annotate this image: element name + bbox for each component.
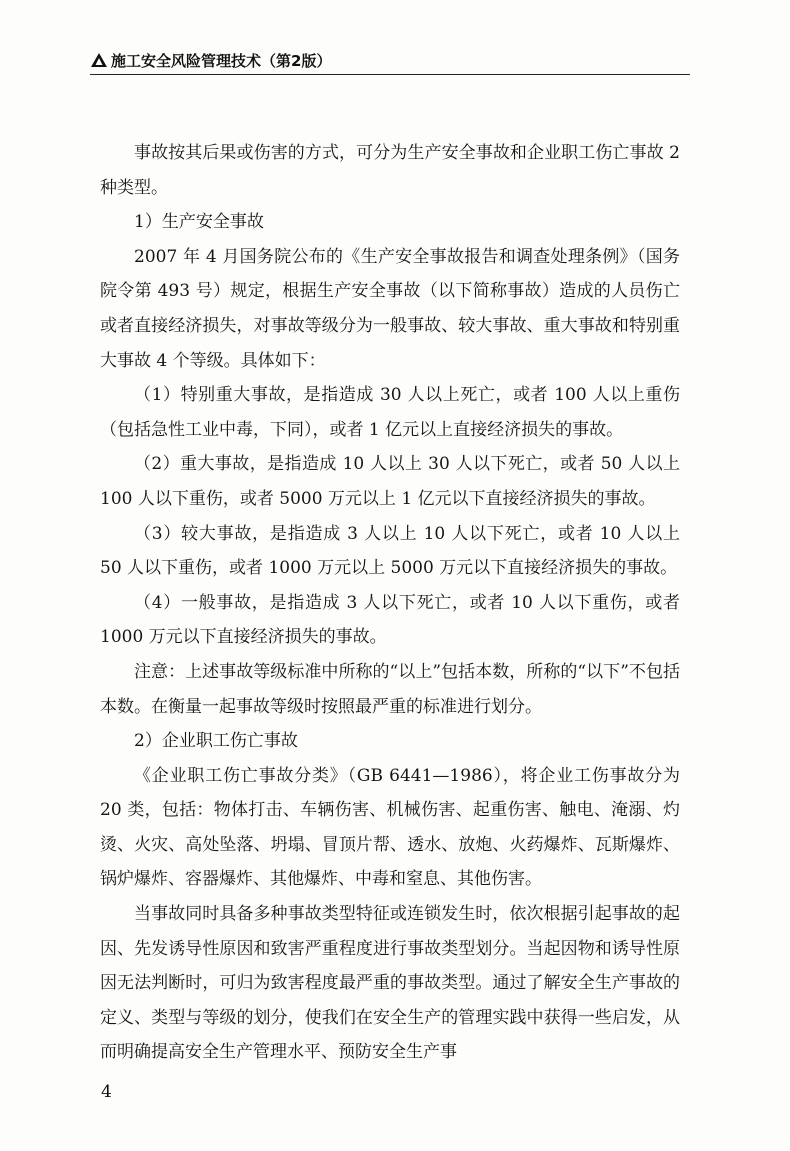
body-text [100, 136, 680, 1070]
header-rule [90, 74, 690, 75]
paragraph: 《企业职工伤亡事故分类》（GB 6441—1986），将企业工伤事故分为 20 类，包括：物体打击、车辆伤害、机械伤害、起重伤害、触电、淹溺、灼烫、火灾、高处坠落、坍塌、冒顶片帮、透水、放炮、火药爆炸、瓦斯爆炸、锅炉爆炸、容器爆炸、其他爆炸、中毒和窒息、其他伤害。 [100, 765, 680, 890]
paragraph: （1）特别重大事故，是指造成 30 人以上死亡，或者 100 人以上重伤（包括急性工业中毒，下同），或者 1 亿元以上直接经济损失的事故。 [100, 385, 680, 440]
warning-triangle-icon [90, 52, 108, 68]
running-header [90, 49, 331, 71]
note-paragraph: 注意：上述事故等级标准中所称的“以上”包括本数，所称的“以下”不包括本数。在衡量一起事故等级时按照最严重的标准进行划分。 [100, 661, 680, 717]
section-heading: 2）企业职工伤亡事故 [134, 731, 298, 752]
paragraph: 2007 年 4 月国务院公布的《生产安全事故报告和调查处理条例》（国务院令第 493 号）规定，根据生产安全事故（以下简称事故）造成的人员伤亡或者直接经济损失，对事故等级分为一般事故、较大事故、重大事故和特别重大事故 4 个等级。具体如下： [100, 246, 680, 371]
paragraph: 当事故同时具备多种事故类型特征或连锁发生时，依次根据引起事故的起因、先发诱导性原因和致害严重程度进行事故类型划分。当起因物和诱导性原因无法判断时，可归为致害程度最严重的事故类型。通过了解安全生产事故的定义、类型与等级的划分，使我们在安全生产的管理实践中获得一些启发，从而明确提高安全生产管理水平、预防安全生产事 [100, 904, 680, 1063]
paragraph: （4）一般事故，是指造成 3 人以下死亡，或者 10 人以下重伤，或者 1000 万元以下直接经济损失的事故。 [100, 592, 680, 648]
paragraph: （2）重大事故，是指造成 10 人以上 30 人以下死亡，或者 50 人以上 100 人以下重伤，或者 5000 万元以上 1 亿元以下直接经济损失的事故。 [100, 454, 680, 509]
paragraph: （3）较大事故，是指造成 3 人以上 10 人以下死亡，或者 10 人以上 50 人以下重伤，或者 1000 万元以上 5000 万元以下直接经济损失的事故。 [100, 523, 680, 579]
section-heading: 1）生产安全事故 [134, 212, 264, 233]
page-number: 4 [101, 1082, 112, 1102]
book-title: 施工安全风险管理技术（第2版） [111, 51, 332, 70]
paragraph: 事故按其后果或伤害的方式，可分为生产安全事故和企业职工伤亡事故 2 种类型。 [100, 143, 680, 198]
